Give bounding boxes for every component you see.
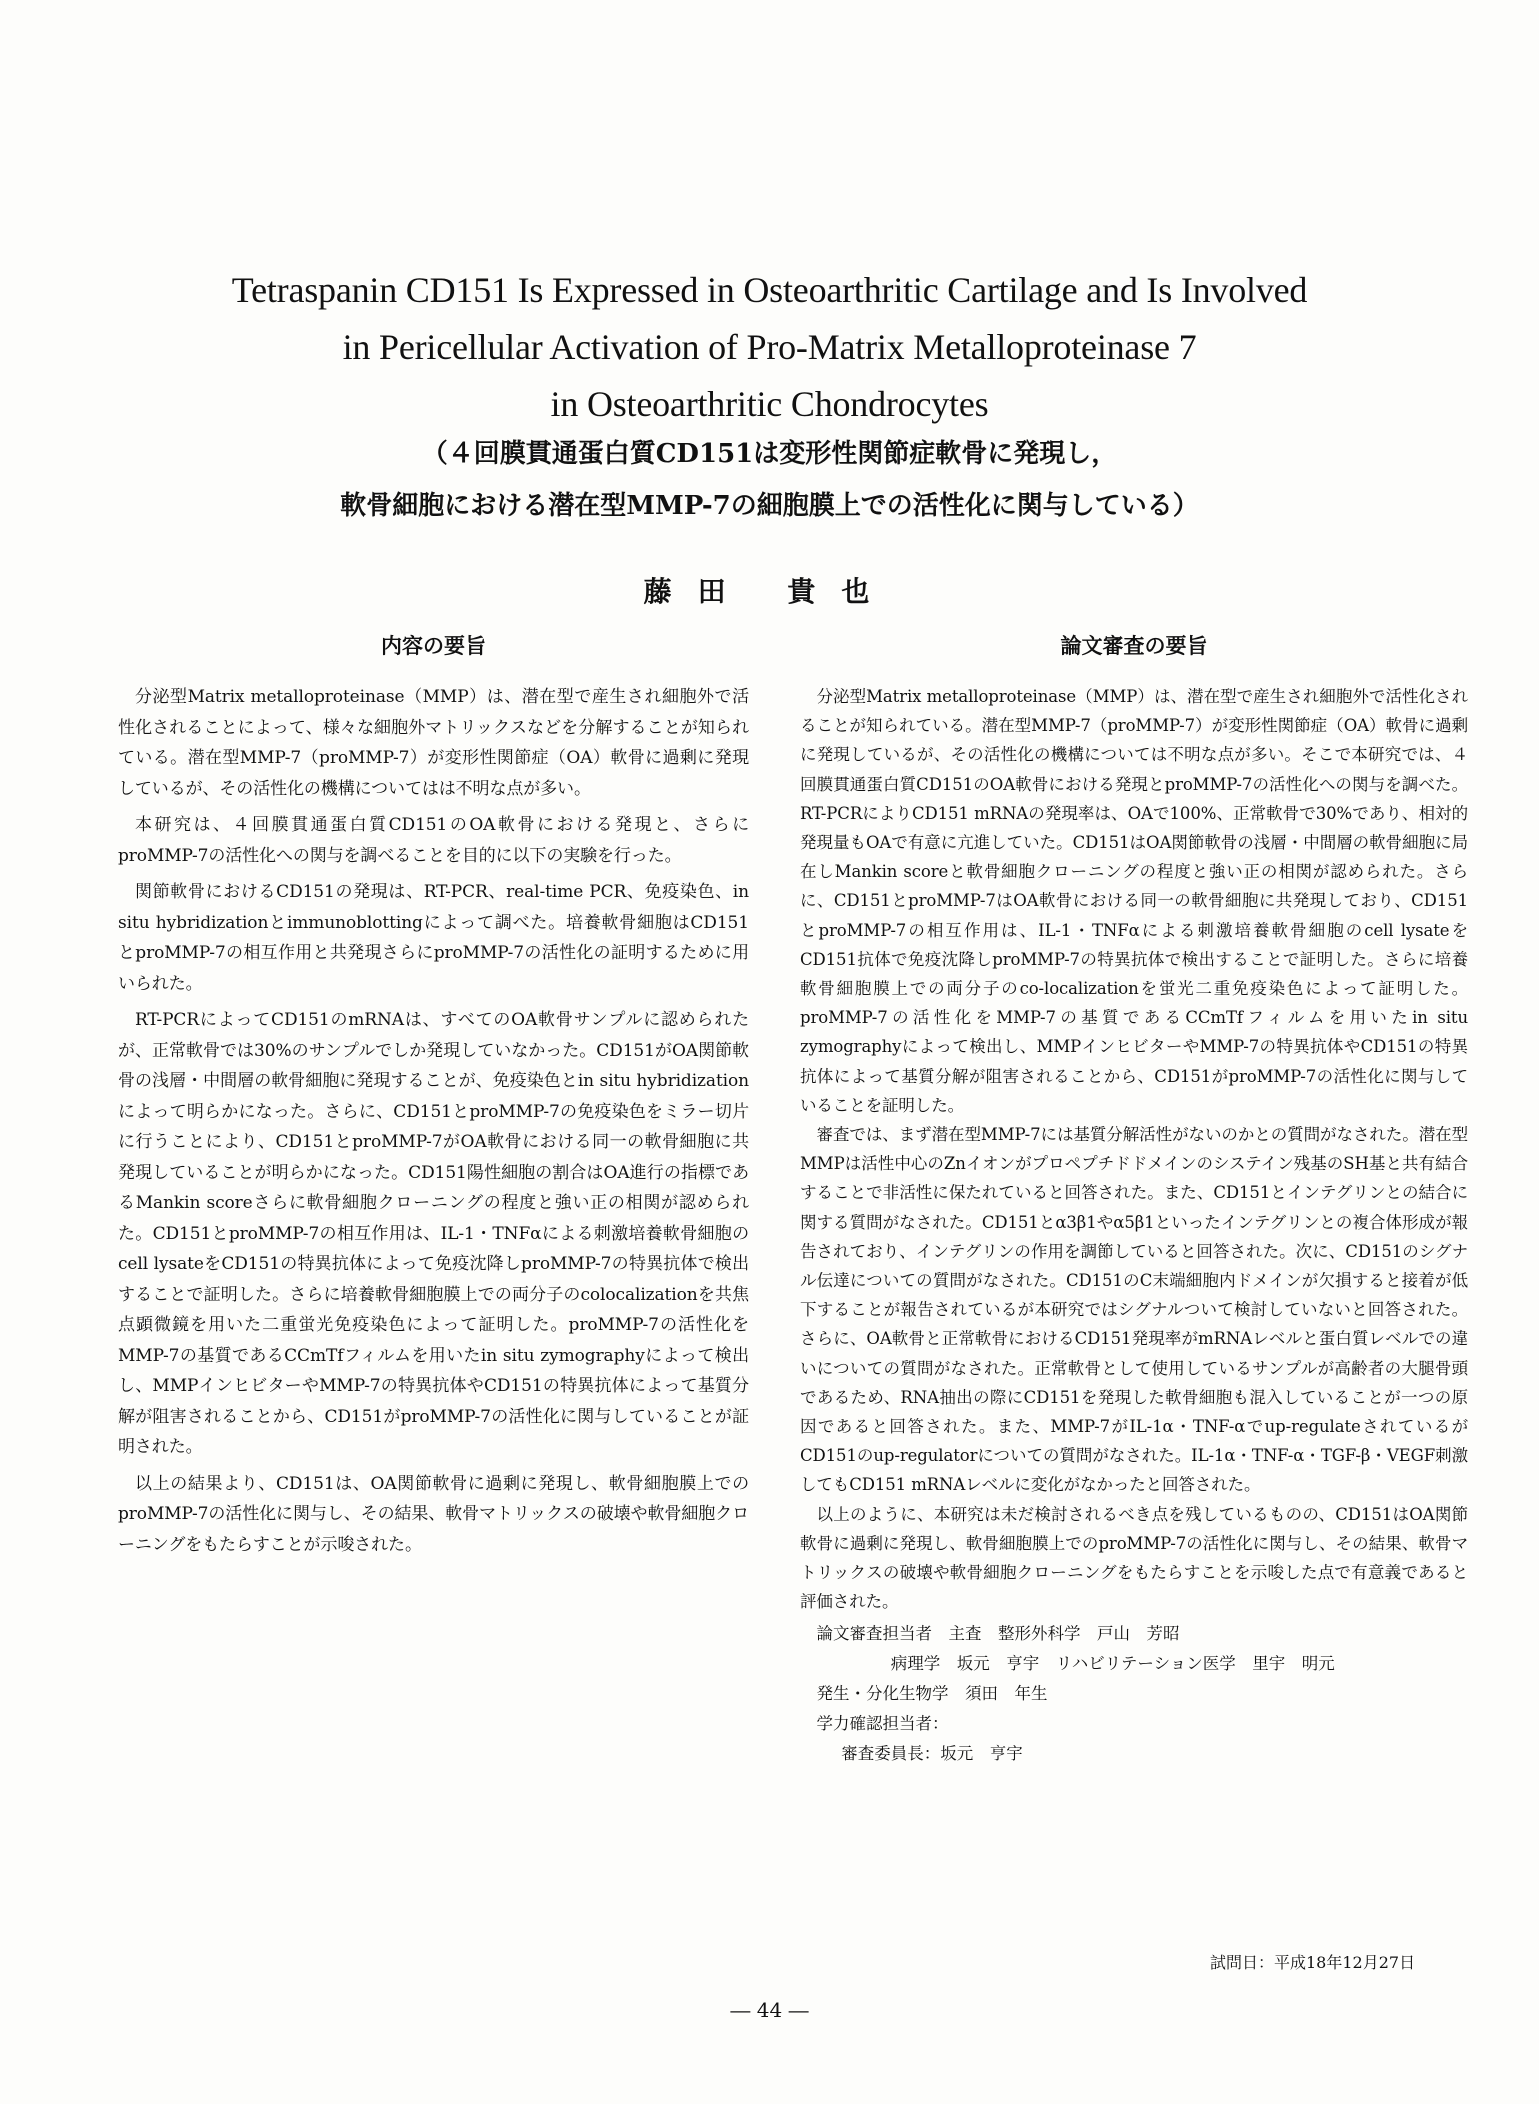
title-japanese bbox=[150, 428, 1389, 532]
author-name: 藤田 貴也 bbox=[643, 575, 896, 608]
paragraph: 分泌型Matrix metalloproteinase（MMP）は、潜在型で産生され細胞外で活性化されることによって、様々な細胞外マトリックスなどを分解することが知られている。潜在型MMP-7（proMMP-7）が変形性関節症（OA）軟骨に過剰に発現しているが、その活性化の機構についてはは不明な点が多い。 bbox=[118, 687, 749, 799]
title-line-2: in Pericellular Activation of Pro-Matrix Metalloproteinase 7 bbox=[342, 327, 1197, 367]
paragraph: 以上の結果より、CD151は、OA関節軟骨に過剰に発現し、軟骨細胞膜上でのproMMP-7の活性化に関与し、その結果、軟骨マトリックスの破壊や軟骨細胞クローニングをもたらすことが示唆された。 bbox=[118, 1473, 749, 1555]
examiner-line: 審査委員長：坂元 亨宇 bbox=[841, 1743, 1023, 1763]
content-summary-column bbox=[118, 630, 749, 1566]
paragraph: 以上のように、本研究は未だ検討されるべき点を残しているものの、CD151はOA関節軟骨に過剰に発現し、軟骨細胞膜上でのproMMP-7の活性化に関与し、その結果、軟骨マトリックスの破壊や軟骨細胞クローニングをもたらすことを示唆した点で有意義であると評価された。 bbox=[800, 1504, 1468, 1612]
paragraph: 本研究は、４回膜貫通蛋白質CD151のOA軟骨における発現と、さらにproMMP-7の活性化への関与を調べることを目的に以下の実験を行った。 bbox=[118, 815, 749, 866]
examiners-block bbox=[800, 1619, 1468, 1769]
examiner-line: 学力確認担当者： bbox=[816, 1713, 949, 1733]
content-summary-heading: 内容の要旨 bbox=[381, 633, 486, 658]
paragraph: 関節軟骨におけるCD151の発現は、RT-PCR、real-time PCR、免疫染色、in situ hybridizationとimmunoblottingによって調べた。培養軟骨細胞はCD151とproMMP-7の相互作用と共発現さらにproMMP-7の活性化の証明するために用いられた。 bbox=[118, 882, 749, 994]
page-number: ― 44 ― bbox=[730, 1998, 809, 2022]
review-summary-heading: 論文審査の要旨 bbox=[1060, 633, 1208, 658]
paragraph: RT-PCRによってCD151のmRNAは、すべてのOA軟骨サンプルに認められたが、正常軟骨では30%のサンプルでしか発現していなかった。CD151がOA関節軟骨の浅層・中間層の軟骨細胞に発現することが、免疫染色とin situ hybridizationによって明らかになった。さらに、CD151とproMMP-7の免疫染色をミラー切片に行うことにより、CD151とproMMP-7がOA軟骨における同一の軟骨細胞に共発現していることが明らかになった。CD151陽性細胞の割合はOA進行の指標であるMankin scoreさらに軟骨細胞クローニングの程度と強い正の相関が認められた。CD151とproMMP-7の相互作用は、IL-1・TNFαによる刺激培養軟骨細胞のcell lysateをCD151の特異抗体によって免疫沈降しproMMP-7の特異抗体で検出することで証明した。さらに培養軟骨細胞膜上での両分子のcolocalizationを共焦点顕微鏡を用いた二重蛍光免疫染色によって証明した。proMMP-7の活性化をMMP-7の基質であるCCmTfフィルムを用いたin situ zymographyによって検出し、MMPインヒビターやMMP-7の特異抗体やCD151の特異抗体によって基質分解が阻害されることから、CD151がproMMP-7の活性化に関与していることが証明された。 bbox=[118, 1010, 749, 1457]
examiner-line: 発生・分化生物学 須田 年生 bbox=[816, 1683, 1048, 1703]
title-ja-line-2: 軟骨細胞における潜在型MMP-7の細胞膜上での活性化に関与している） bbox=[340, 491, 1199, 521]
exam-date: 試問日：平成18年12月27日 bbox=[1210, 1953, 1416, 1972]
paragraph: 分泌型Matrix metalloproteinase（MMP）は、潜在型で産生され細胞外で活性化されることが知られている。潜在型MMP-7（proMMP-7）が変形性関節症（OA）軟骨に過剰に発現しているが、その活性化の機構については不明な点が多い。そこで本研究では、４回膜貫通蛋白質CD151のOA軟骨における発現とproMMP-7の活性化への関与を調べた。RT-PCRによりCD151 mRNAの発現率は、OAで100%、正常軟骨で30%であり、相対的発現量もOAで有意に亢進していた。CD151はOA関節軟骨の浅層・中間層の軟骨細胞に局在しMankin scoreと軟骨細胞クローニングの程度と強い正の相関が認められた。さらに、CD151とproMMP-7はOA軟骨における同一の軟骨細胞に共発現しており、CD151とproMMP-7の相互作用は、IL-1・TNFαによる刺激培養軟骨細胞のcell lysateをCD151抗体で免疫沈降しproMMP-7の特異抗体で検出することで証明した。さらに培養軟骨細胞膜上での両分子のco-localizationを蛍光二重免疫染色によって証明した。proMMP-7の活性化をMMP-7の基質であるCCmTfフィルムを用いたin situ zymographyによって検出し、MMPインヒビターやMMP-7の特異抗体やCD151の特異抗体によって基質分解が阻害されることから、CD151がproMMP-7の活性化に関与していることを証明した。 bbox=[800, 687, 1468, 1115]
paragraph: 審査では、まず潜在型MMP-7には基質分解活性がないのかとの質問がなされた。潜在型MMPは活性中心のZnイオンがプロペプチドドメインのシステイン残基のSH基と共有結合することで非活性に保たれていると回答された。また、CD151とインテグリンとの結合に関する質問がなされた。CD151とα3β1やα5β1といったインテグリンとの複合体形成が報告されており、インテグリンの作用を調節していると回答された。次に、CD151のシグナル伝達についての質問がなされた。CD151のC末端細胞内ドメインが欠損すると接着が低下することが報告されているが本研究ではシグナルついて検討していないと回答された。さらに、OA軟骨と正常軟骨におけるCD151発現率がmRNAレベルと蛋白質レベルでの違いについての質問がなされた。正常軟骨として使用しているサンプルが高齢者の大腿骨頭であるため、RNA抽出の際にCD151を発現した軟骨細胞も混入していることが一つの原因であると回答された。また、MMP-7がIL-1α・TNF-αでup-regulateされているがCD151のup-regulatorについての質問がなされた。IL-1α・TNF-α・TGF-β・VEGF刺激してもCD151 mRNAレベルに変化がなかったと回答された。 bbox=[800, 1125, 1468, 1495]
title-ja-line-1: （４回膜貫通蛋白質CD151は変形性関節症軟骨に発現し， bbox=[421, 439, 1118, 469]
examiner-line: 論文審査担当者 主査 整形外科学 戸山 芳昭 bbox=[816, 1623, 1180, 1643]
title-line-3: in Osteoarthritic Chondrocytes bbox=[550, 384, 989, 424]
examiner-line: 病理学 坂元 亨宇 リハビリテーション医学 里宇 明元 bbox=[890, 1653, 1335, 1673]
title-line-1: Tetraspanin CD151 Is Expressed in Osteoarthritic Cartilage and Is Involved bbox=[231, 270, 1308, 310]
review-summary-column bbox=[800, 630, 1468, 1769]
title-english bbox=[150, 262, 1389, 433]
